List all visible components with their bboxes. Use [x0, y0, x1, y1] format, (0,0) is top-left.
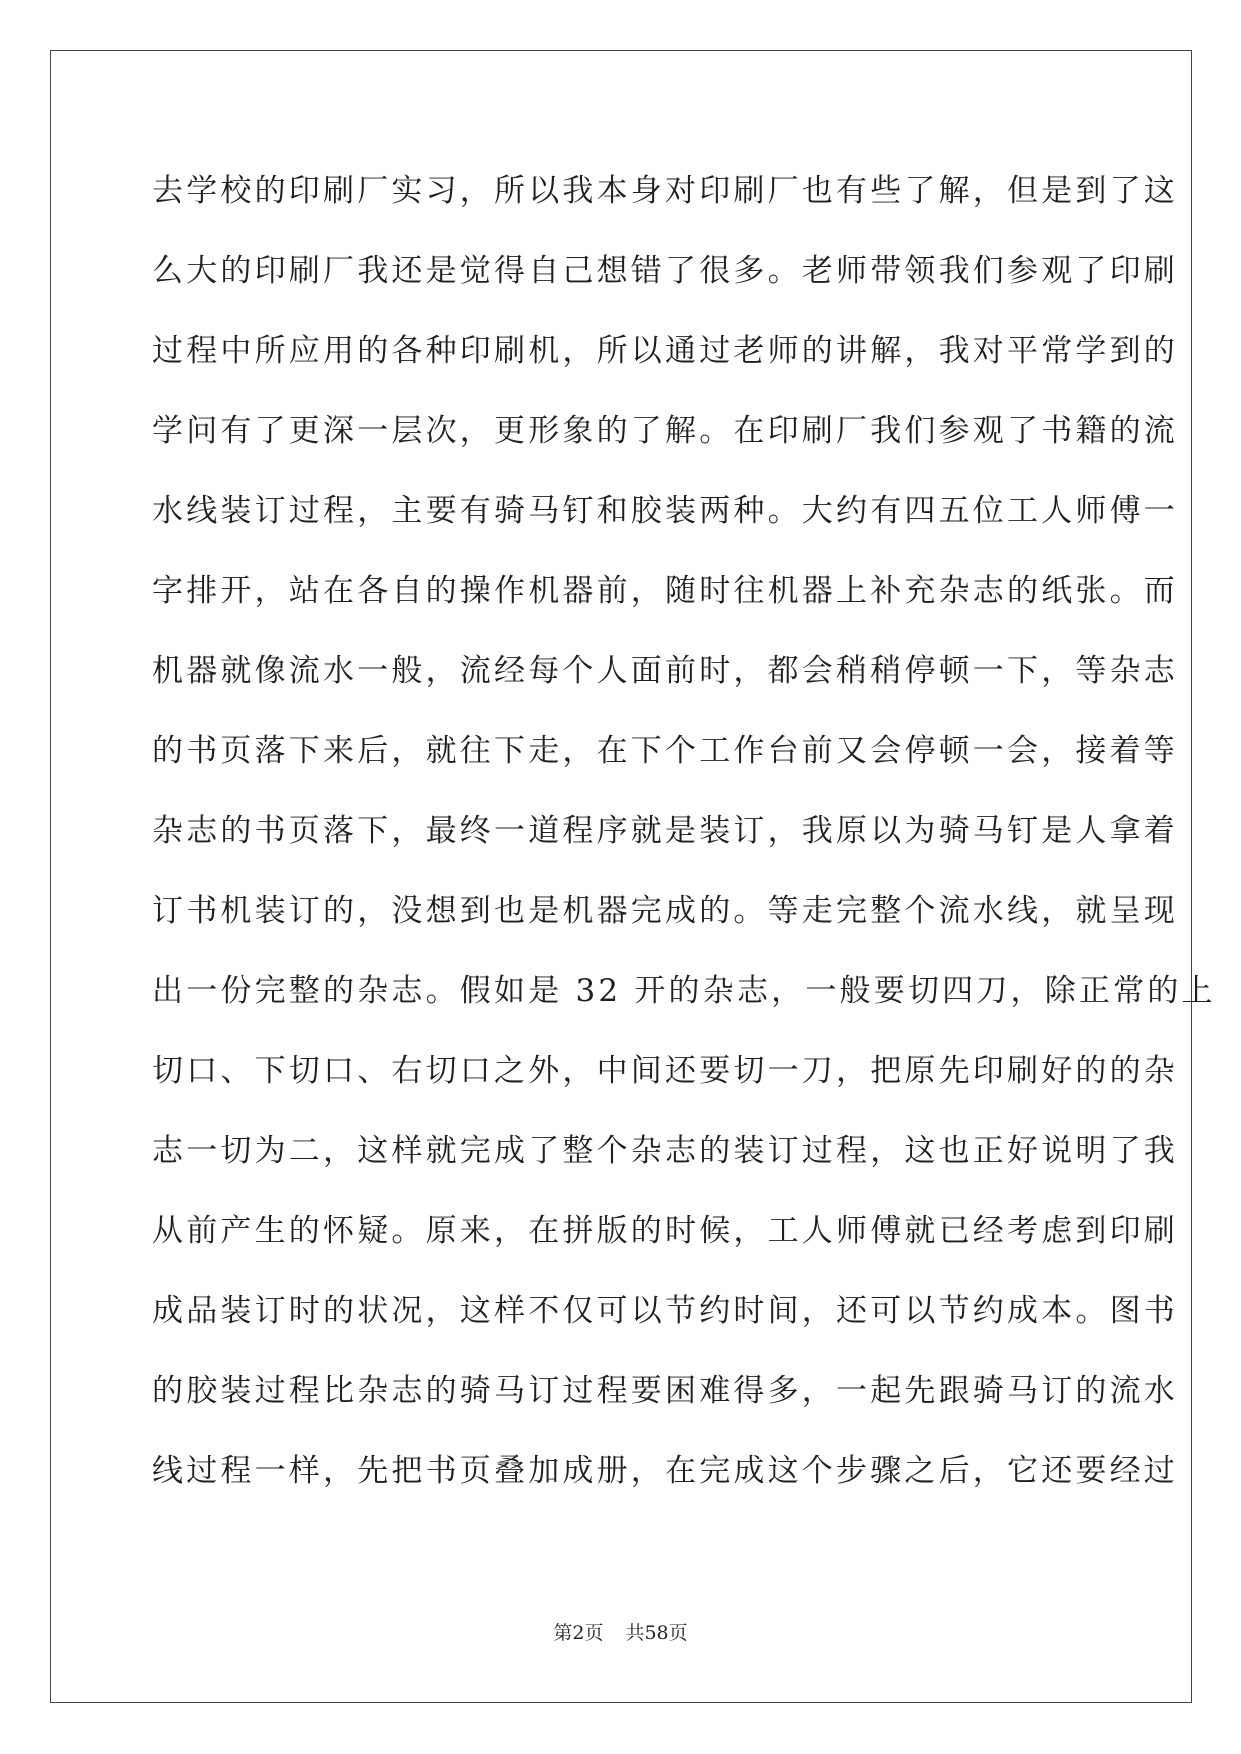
page-number: 第2页 [553, 1622, 604, 1644]
text-line: 线过程一样，先把书页叠加成册，在完成这个步骤之后，它还要经过 [152, 1453, 1178, 1489]
text-line: 么大的印刷厂我还是觉得自己想错了很多。老师带领我们参观了印刷 [152, 253, 1178, 289]
text-line: 从前产生的怀疑。原来，在拼版的时候，工人师傅就已经考虑到印刷 [152, 1213, 1178, 1249]
text-line: 杂志的书页落下，最终一道程序就是装订，我原以为骑马钉是人拿着 [152, 813, 1178, 849]
text-line: 的胶装过程比杂志的骑马订过程要困难得多，一起先跟骑马订的流水 [152, 1373, 1178, 1409]
text-line: 过程中所应用的各种印刷机，所以通过老师的讲解，我对平常学到的 [152, 333, 1178, 369]
text-line: 出一份完整的杂志。假如是 32 开的杂志，一般要切四刀，除正常的上 [152, 973, 1216, 1009]
page-total: 共58页 [625, 1622, 688, 1644]
document-body [152, 158, 1216, 1518]
text-line: 成品装订时的状况，这样不仅可以节约时间，还可以节约成本。图书 [152, 1293, 1178, 1329]
text-line: 的书页落下来后，就往下走，在下个工作台前又会停顿一会，接着等 [152, 733, 1178, 769]
text-line: 志一切为二，这样就完成了整个杂志的装订过程，这也正好说明了我 [152, 1133, 1178, 1169]
text-line: 学问有了更深一层次，更形象的了解。在印刷厂我们参观了书籍的流 [152, 413, 1178, 449]
text-line: 字排开，站在各自的操作机器前，随时往机器上补充杂志的纸张。而 [152, 573, 1178, 609]
text-line: 机器就像流水一般，流经每个人面前时，都会稍稍停顿一下，等杂志 [152, 653, 1178, 689]
text-line: 订书机装订的，没想到也是机器完成的。等走完整个流水线，就呈现 [152, 893, 1178, 929]
text-line: 切口、下切口、右切口之外，中间还要切一刀，把原先印刷好的的杂 [152, 1053, 1178, 1089]
page-footer [0, 1618, 1241, 1645]
text-line: 去学校的印刷厂实习，所以我本身对印刷厂也有些了解，但是到了这 [152, 173, 1178, 209]
text-line: 水线装订过程，主要有骑马钉和胶装两种。大约有四五位工人师傅一 [152, 493, 1178, 529]
